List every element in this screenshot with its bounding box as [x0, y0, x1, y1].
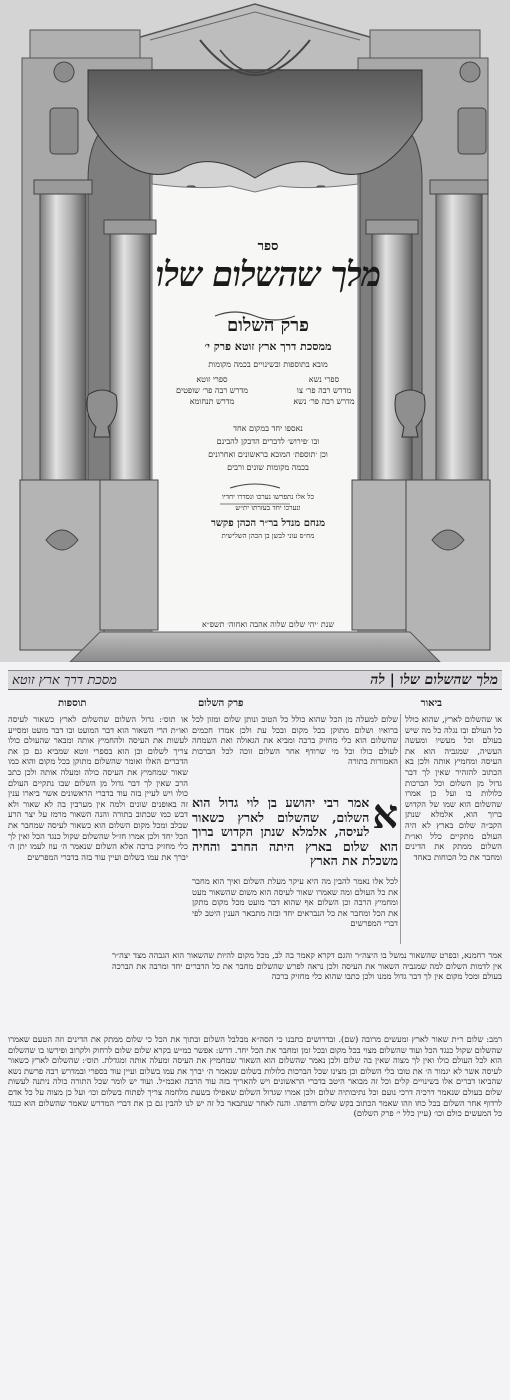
column-header-perek: פרק השלום	[198, 698, 244, 709]
contents-line: נאספו יחד במקום אחד	[233, 424, 303, 433]
midrash-item: מדרש תנחומא	[189, 397, 235, 406]
book-title: מלך שהשלום שלו	[155, 255, 381, 295]
midrash-item: מדרש רבה פר׳ נשא	[293, 397, 355, 406]
tosafot-text: או תוס׳: גדול השלום שהשלום לארץ כשאור לעיסה ואו״ת הרי השאור הוא דבר המועט ובו דבר מועט ומסייע לעשות את העיסה ולהחמיץ אותה ומבאר שהעולם כולו צריך לשלום וכן הוא בספרי זוטא שמביא גם כן את הדברים האלו ואומר שהשלום מתוקן בכל מקום והוא כמו שאור שמחמיץ את העיסה כולה ומעלה אותה ולכן כתב הרב שאין לך דבר גדול מן השלום שבו נתקיים העולם כולו ויש לעיין בזה עוד בדברי הראשונים אשר ביארו ענין זה באופנים שונים ולמה אין מערבין בה לא שאור ולא דבש כמו שכתוב בתורה והנה השאור מרמז על יצר הרע שבלב ומכל מקום השלום הוא כשאור לעיסה שמחבר את הכל יחד ולכן אמרו חז״ל שהשלום שקול כנגד הכל ואין לך כלי מחזיק ברכה אלא השלום שנאמר ה׳ עוז לעמו יתן ה׳ יברך את עמו בשלום ועיין עוד בזה בדברי המפרשים	[8, 714, 188, 862]
commentary-lower-text: לכל אלו נאמר להבין מה היא עיקר מעלת השלום ואיך הוא מחבר את כל העולם ומה שאמרו שאור לעיסה הוא משום שהשאור מעט ומחמיץ הרבה וכן השלום אף שהוא דבר מועט מכל מקום מתקן את הכל ומחבר את כל הנבראים יחד ובזה מתבאר הענין היטב לפי דברי המפרשים	[192, 876, 398, 929]
column-header-tosafot: תוספות	[58, 698, 87, 709]
notes-text: רמב: שלום ר״ת שאור לארץ ומעשים מרובה (שם). ובדרושים כתבנו כי הסה״א מבלבל השלום ובתוך את הכל כי שלום ממתק את הדינים וזה הטעם שאמרו שהשלום שקול כנגד הכל ועוד שהשלום מצוי בכל מקום ובכל זמן ומחבר את הכל יחד. דרש: אפשר כמ״ש בקרא שלום שלום לרחוק ולקרוב ופירשו בו שהשלום הוא לכל העולם כולו ואין לך מצוה שאין בה שלום ולכן נאמר שהשלום הוא השאור שמחמיץ את העיסה ומעלה אותה ומגדלת. תוס׳: שהשלום לארץ כשאור לעיסה אשר לא יגמור ה׳ את טובו בלי השלום וכן מצינו שכל הברכות כלולות בשלום שנאמר ה׳ יברך את עמו בשלום ועיין עוד בספרי ובמדרש רבה פרשת נשא שהביאו דברים אלו בשינויים קלים וכל זה מבואר היטב בדברי הראשונים ויש להאריך בזה עוד הרבה ואכמ״ל. ועוד יש לומר שכל התורה כולה ניתנה לעשות שלום בעולם שנאמר דרכיה דרכי נועם וכל נתיבותיה שלום ולכן אמרו שגדול השלום שאפילו בשעת מלחמה צריך לפתוח בשלום וכו׳ ועל כן מצוה על כל אדם לרדוף אחר השלום בכל כחו וזהו שאמר הכתוב בקש שלום ורדפהו. והנה לאחר שנתבאר כל זה יש לנו להבין גם כן את דברי המדרש שאמר שהשלום הוא כנגד כל המעשים כולם וכו׳ (עיין כלל י׳ פרק השלום)	[8, 1034, 502, 1119]
chapter-title: פרק השלום	[227, 315, 309, 336]
contents-line: וכן ׳תוספת׳ המובא בראשונים ואחרונים	[208, 450, 328, 459]
main-text: אמר רבי יהושע בן לוי גדול הוא השלום, שהשלום לארץ כשאור לעיסה, אלמלא שנתן הקדוש ברוך הוא שלום בארץ היתה החרב והחיה משכלת את הארץ	[192, 795, 398, 868]
running-head	[8, 670, 502, 690]
commentary-lower	[192, 876, 398, 948]
intro-line: מובא בתוספות ובשינויים בכמה מקומות	[208, 360, 328, 369]
column-header-biur: ביאור	[420, 698, 442, 709]
commentary-upper	[192, 714, 398, 794]
biur-text: או שהשלום לארץ, שהוא כולל כל העולם ובו נגלה כל מה שיש בעולם וכל מעשיו ומעשה העשיה, שמגביה הוא את העיסה ומחמיץ אותה ולכן בא הכתוב להזהיר שאין לך דבר גדול מן השלום וכל הברכות כלולות בו ועל כן אמרו שהשלום הוא שמו של הקדוש ברוך הוא, אלמלא שנתן הקב״ה שלום בארץ לא היה העולם מתקיים כלל ואו״ת השלום ממתק את הדינים ומחבר את כל הכוחות כאחד	[405, 714, 502, 862]
contents-description	[152, 422, 384, 474]
contents-line: בכמה מקומות שונים ורבים	[227, 463, 309, 472]
text-page	[0, 662, 510, 1400]
commentary-wide	[112, 950, 502, 1032]
running-head-tractate: מסכת דרך ארץ זוטא	[12, 673, 117, 688]
source-line: ממסכת דרך ארץ זוטא פרק י׳	[204, 340, 332, 353]
title-page	[0, 0, 510, 662]
commentary-upper-text: שלום למעלה מן הכל שהוא כולל כל הטוב ונותן שלום ומזון לכל ברואיו ושלום מתוקן בכל מקום ובכל עת ולכן אמרו חכמים שהשלום הוא כלי מחזיק ברכה ומביא את הגאולה ואת השמחה לעולם כולו וכל מי שרודף אחר השלום זוכה לכל הברכות האמורות בתורה	[192, 714, 398, 767]
column-headers	[8, 698, 502, 712]
publication-year: שנת ׳יהי שלום שלוה אהבה ואחוה׳ תשפ״א	[201, 620, 335, 629]
midrash-item: מדרש רבה פר׳ צו	[296, 386, 352, 395]
contents-line: ובו ׳פירוש׳ לדברים הדבקן להבינם	[216, 437, 320, 446]
commentary-wide-text: אמר רחמנא, ובפרט שהשאור נמשל בו היצה״ר והגם דקרא קאמר בה לב, מכל מקום להיות שהשאור הוא הגבהה מצד יצה״ר אין לדמות השלום למה שמגביה השאור את העיסה ולכן נראה לפרש שהשלום מחבר את כל הדברים יחד ומרבה את הברכה בעולם ומכל מקום אין לך דבר גדול ממנו ולכן כתבו שהוא כלי מחזיק ברכה	[112, 950, 502, 982]
biur-column	[400, 714, 502, 944]
author-credit: מח״ס עוני לבשן בן הכהן השלישית	[221, 532, 315, 540]
midrash-item: מדרש רבה פר׳ שופטים	[176, 386, 248, 395]
title-sefer: ספר	[257, 239, 279, 254]
editor-description	[152, 492, 384, 514]
title-panel	[152, 200, 384, 632]
author-name: מנחם מנדל בר״ר הכהן פקשר	[210, 518, 326, 529]
running-head-book: מלך שהשלום שלו | לה	[370, 671, 498, 688]
midrash-item: ספרי נשא	[308, 375, 340, 384]
drop-cap: א	[372, 791, 398, 838]
main-text-passage	[192, 791, 398, 870]
midrash-list	[156, 374, 380, 407]
midrash-item: ספרי זוטא	[196, 375, 228, 384]
notes-full-width	[8, 1034, 502, 1396]
editor-line: כל אלו נתפרשו נערכו ונסדרו יחדיו	[222, 493, 314, 501]
editor-line: ונערכו יחד בעזרתו ית״ש	[235, 504, 301, 512]
